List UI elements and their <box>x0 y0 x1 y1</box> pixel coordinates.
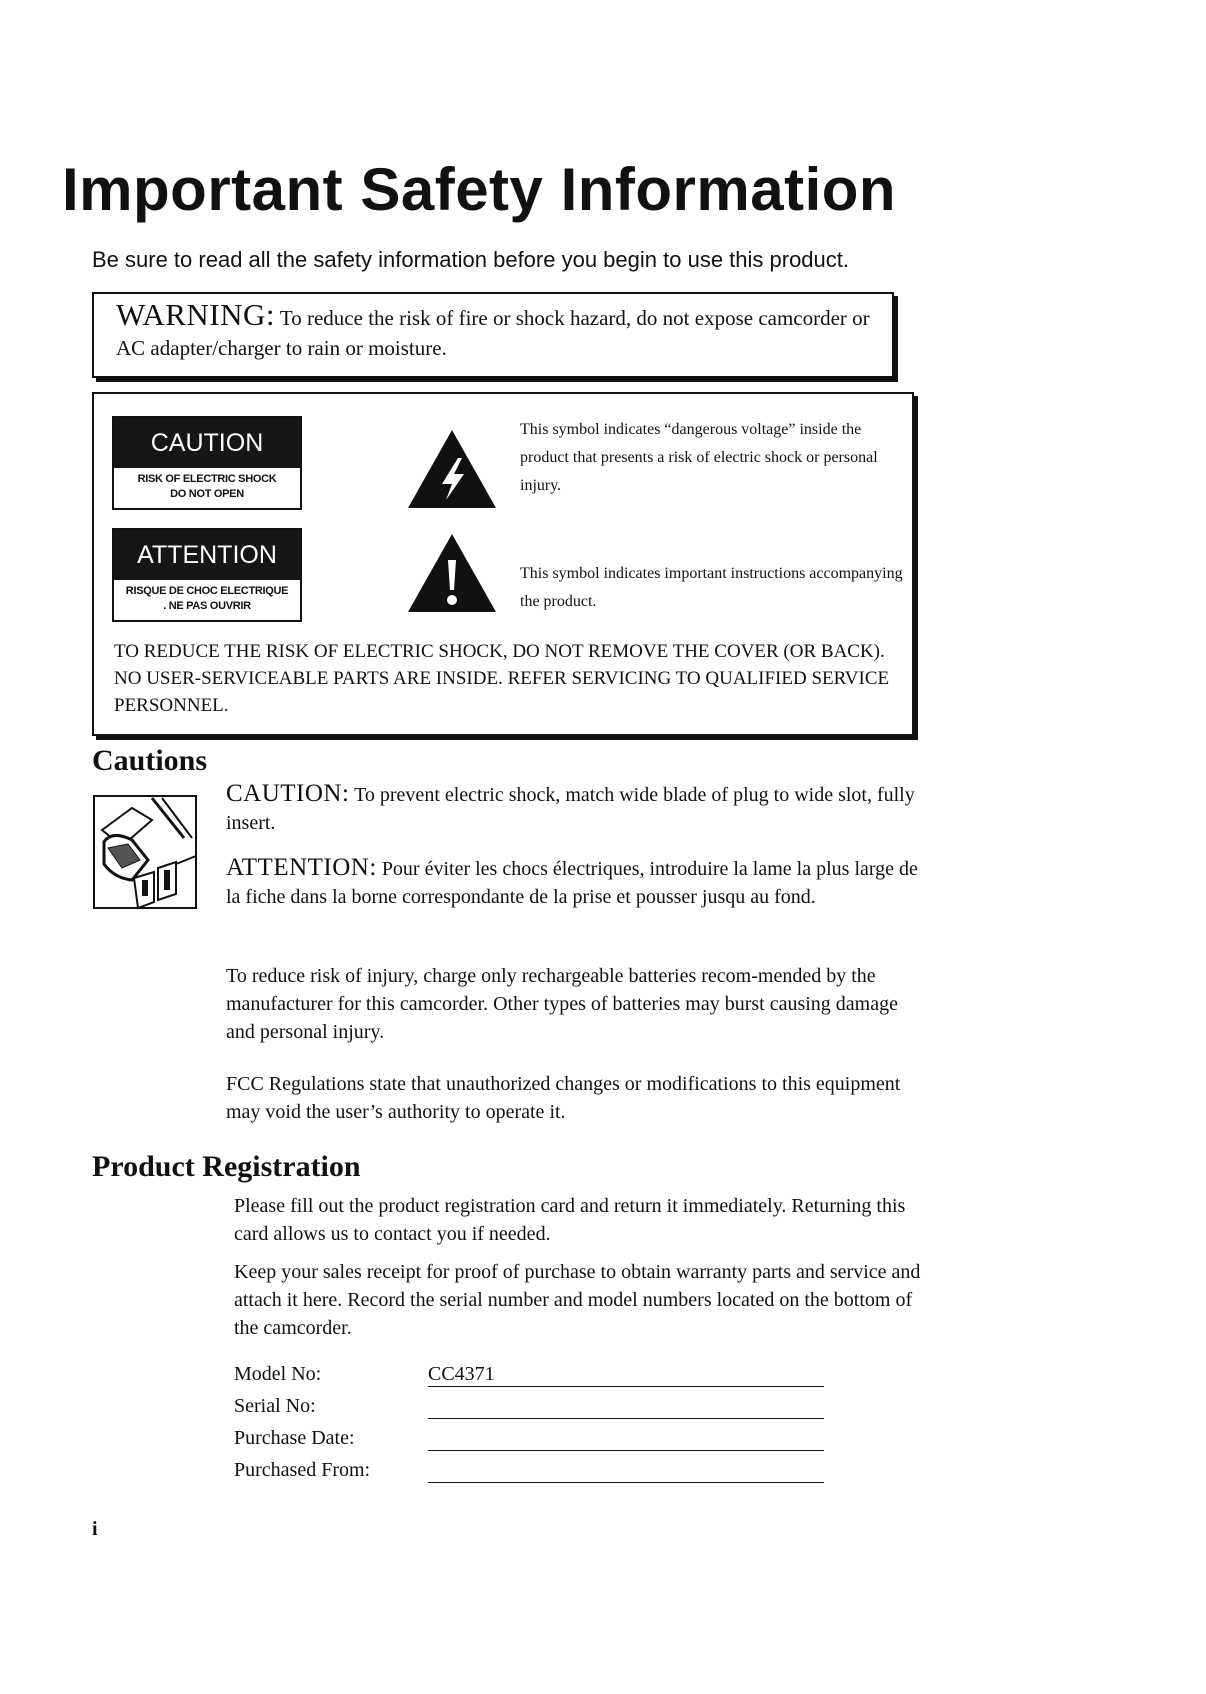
caution-lead: CAUTION: <box>226 780 350 807</box>
caution-label-title: CAUTION <box>114 418 300 468</box>
attention-label <box>112 528 302 622</box>
instructions-symbol-text: This symbol indicates important instructions accompanying the product. <box>520 565 903 610</box>
attention-label-title: ATTENTION <box>114 530 300 580</box>
purchase-date-field[interactable] <box>428 1426 824 1451</box>
caution-label-line2: DO NOT OPEN <box>170 488 244 500</box>
exclamation-warning-icon <box>406 532 498 614</box>
voltage-symbol-text: This symbol indicates “dangerous voltage” inside the product that presents a risk of electric shock or personal injury. <box>520 421 878 494</box>
serial-no-label: Serial No: <box>234 1395 316 1417</box>
attention-paragraph <box>226 854 926 911</box>
warning-box <box>92 292 894 378</box>
intro-text: Be sure to read all the safety information before you begin to use this product. <box>92 247 850 272</box>
warning-text <box>116 297 876 363</box>
warning-body: To reduce the risk of fire or shock hazard, do not expose camcorder or AC adapter/charger to rain or moisture. <box>116 306 870 360</box>
registration-paragraph-1: Please fill out the product registration card and return it immediately. Returning this card allows us to contact you if needed. <box>234 1195 906 1245</box>
caution-text: To prevent electric shock, match wide blade of plug to wide slot, fully insert. <box>226 784 915 834</box>
warning-lead: WARNING: <box>116 297 275 332</box>
attention-text: Pour éviter les chocs électriques, introduire la lame la plus large de la fiche dans la borne correspondante de la prise et pousser jusqu au fond. <box>226 858 918 908</box>
purchased-from-label: Purchased From: <box>234 1459 371 1481</box>
cautions-heading: Cautions <box>92 744 208 777</box>
fcc-paragraph: FCC Regulations state that unauthorized changes or modifications to this equipment may void the user’s authority to operate it. <box>226 1073 901 1123</box>
purchase-date-label: Purchase Date: <box>234 1427 355 1449</box>
serial-no-field[interactable] <box>428 1394 824 1419</box>
page-number: i <box>92 1518 98 1540</box>
page-title: Important Safety Information <box>62 156 897 223</box>
caution-paragraph <box>226 780 926 837</box>
lightning-warning-icon <box>406 428 498 510</box>
battery-paragraph: To reduce risk of injury, charge only rechargeable batteries recom-mended by the manufacturer for this camcorder. Other types of batteries may burst causing damage and personal injury. <box>226 965 898 1043</box>
model-no-field[interactable]: CC4371 <box>428 1362 824 1387</box>
purchased-from-field[interactable] <box>428 1458 824 1483</box>
caution-label-line1: RISK OF ELECTRIC SHOCK <box>137 473 277 485</box>
caution-box <box>92 392 914 736</box>
attention-label-line1: RISQUE DE CHOC ELECTRIQUE <box>125 585 289 597</box>
registration-paragraph-2: Keep your sales receipt for proof of purchase to obtain warranty parts and service and attach it here. Record the serial number and model numbers located on the bottom of the camcorder. <box>234 1261 921 1339</box>
plug-illustration-icon <box>92 790 204 920</box>
model-no-label: Model No: <box>234 1363 322 1385</box>
attention-label-line2: . NE PAS OUVRIR <box>163 600 251 612</box>
caution-box-body: TO REDUCE THE RISK OF ELECTRIC SHOCK, DO NOT REMOVE THE COVER (OR BACK). NO USER-SERVICEABLE PARTS ARE INSIDE. REFER SERVICING TO QUALIFIED SERVICE PERSONNEL. <box>114 641 890 716</box>
caution-label <box>112 416 302 510</box>
attention-lead: ATTENTION: <box>226 854 377 881</box>
registration-heading: Product Registration <box>92 1150 361 1183</box>
